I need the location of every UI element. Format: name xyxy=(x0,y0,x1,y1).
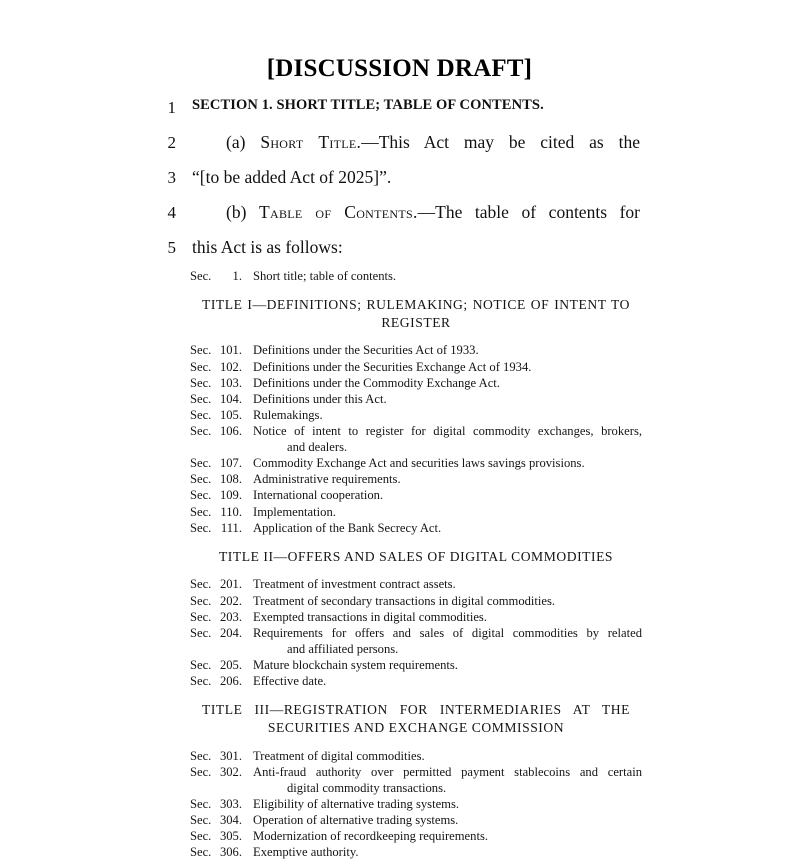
toc-entry[interactable] xyxy=(190,359,642,375)
toc-sec-prefix: Sec. xyxy=(190,269,212,283)
table-of-contents xyxy=(190,268,642,860)
toc-section-label: Mature blockchain system requirements. xyxy=(253,657,458,672)
line-number: 3 xyxy=(167,168,176,187)
toc-sec-prefix: Sec. xyxy=(190,359,212,374)
toc-sec-prefix: Sec. xyxy=(190,520,212,535)
toc-sec-prefix: Sec. xyxy=(190,593,212,608)
toc-section-label: Exemptive authority. xyxy=(253,845,359,860)
toc-sec-prefix: Sec. xyxy=(190,488,212,503)
toc-section-number: 111. xyxy=(220,520,242,535)
toc-entry[interactable] xyxy=(190,455,642,471)
toc-sec-prefix: Sec. xyxy=(190,456,212,471)
statutory-line xyxy=(0,133,799,168)
subsection-caption: Short Title. xyxy=(260,132,362,152)
toc-entry[interactable] xyxy=(190,487,642,503)
toc-section-number: 103. xyxy=(219,375,242,390)
toc-section-number: 104. xyxy=(219,391,242,406)
toc-title-heading-line2: SECURITIES AND EXCHANGE COMMISSION xyxy=(267,719,565,735)
toc-section-number: 101. xyxy=(219,343,242,358)
toc-entry[interactable] xyxy=(190,828,642,844)
toc-title-heading xyxy=(190,296,642,331)
toc-entry[interactable] xyxy=(190,593,642,609)
statutory-text xyxy=(192,238,640,256)
line-number: 4 xyxy=(167,203,176,222)
toc-sec-prefix: Sec. xyxy=(190,812,212,827)
toc-section-label: Definitions under the Commodity Exchange Act. xyxy=(253,375,500,390)
toc-section-label: Application of the Bank Secrecy Act. xyxy=(253,520,442,535)
toc-section-number: 301. xyxy=(219,748,242,763)
section-heading: SECTION 1. SHORT TITLE; TABLE OF CONTENTS. xyxy=(192,97,544,113)
toc-section-label: Eligibility of alternative trading systems. xyxy=(253,796,460,811)
toc-title-heading-line1: TITLE III—REGISTRATION FOR INTERMEDIARIES AT THE xyxy=(202,702,630,718)
toc-section-number: 203. xyxy=(219,609,242,624)
toc-entry[interactable] xyxy=(190,673,642,689)
toc-section-number: 206. xyxy=(219,674,242,689)
toc-entry[interactable] xyxy=(190,504,642,520)
toc-section-label: Implementation. xyxy=(253,504,336,519)
statutory-body-text: “[to be added Act of 2025]”. xyxy=(192,167,392,187)
toc-sec-prefix: Sec. xyxy=(190,424,212,438)
statutory-line xyxy=(0,168,799,203)
toc-section-number: 304. xyxy=(219,812,242,827)
toc-sec-prefix: Sec. xyxy=(190,625,212,640)
toc-entry[interactable] xyxy=(190,375,642,391)
toc-section-label: Short title; table of contents. xyxy=(253,269,397,283)
toc-sec-prefix: Sec. xyxy=(190,609,212,624)
toc-label-line: Requirements for offers and sales of digital commodities by related xyxy=(253,625,642,640)
toc-section-label: Definitions under the Securities Act of 1933. xyxy=(253,343,479,358)
statutory-line xyxy=(0,203,799,238)
toc-sec-prefix: Sec. xyxy=(190,764,212,779)
statutory-body-text: —This Act may be cited as the xyxy=(361,132,640,152)
toc-section-label: Effective date. xyxy=(253,674,327,689)
subsection-marker: (b) xyxy=(226,202,259,222)
toc-entry[interactable] xyxy=(190,812,642,828)
toc-title-heading-line2: REGISTER xyxy=(381,314,451,330)
toc-sec-prefix: Sec. xyxy=(190,829,212,844)
toc-section-number: 102. xyxy=(219,359,242,374)
toc-label-continuation: digital commodity transactions. xyxy=(287,780,447,795)
toc-section-label: Treatment of secondary transactions in digital commodities. xyxy=(253,593,556,608)
toc-entry[interactable] xyxy=(190,796,642,812)
toc-section-number: 105. xyxy=(219,407,242,422)
toc-sec-prefix: Sec. xyxy=(190,845,212,860)
statutory-body-text: —The table of contents for xyxy=(417,202,640,222)
toc-section-number: 1. xyxy=(232,269,242,283)
toc-section-number: 201. xyxy=(219,577,242,592)
toc-sec-prefix: Sec. xyxy=(190,504,212,519)
toc-sec-prefix: Sec. xyxy=(190,472,212,487)
toc-section-label: Treatment of investment contract assets. xyxy=(253,577,456,592)
toc-entry[interactable] xyxy=(190,576,642,592)
toc-label-continuation: and affiliated persons. xyxy=(287,641,399,656)
toc-sec-prefix: Sec. xyxy=(190,375,212,390)
statutory-text xyxy=(192,168,640,186)
toc-label-line: Anti-fraud authority over permitted payment stablecoins and certain xyxy=(253,764,642,779)
toc-title-heading xyxy=(190,548,642,566)
toc-entry[interactable] xyxy=(190,471,642,487)
toc-section-number: 110. xyxy=(220,504,242,519)
toc-section-label xyxy=(244,625,642,657)
toc-section-number: 303. xyxy=(219,796,242,811)
toc-section-label: Modernization of recordkeeping requirements. xyxy=(253,829,488,844)
statutory-text xyxy=(192,203,640,221)
toc-section-number: 106. xyxy=(219,424,242,438)
toc-sec-prefix: Sec. xyxy=(190,343,212,358)
toc-label-line: Notice of intent to register for digital commodity exchanges, brokers, xyxy=(253,424,642,438)
toc-sec-prefix: Sec. xyxy=(190,391,212,406)
subsection-caption: Table of Contents. xyxy=(259,202,418,222)
toc-section-label: International cooperation. xyxy=(253,488,384,503)
statutory-body-text: this Act is as follows: xyxy=(192,237,343,257)
toc-section-number: 109. xyxy=(219,488,242,503)
toc-entry[interactable] xyxy=(190,520,642,536)
toc-entry[interactable] xyxy=(190,657,642,673)
line-number: 1 xyxy=(167,98,176,117)
toc-sec-prefix: Sec. xyxy=(190,674,212,689)
toc-title-heading xyxy=(190,701,642,736)
toc-section-label xyxy=(244,423,642,455)
toc-entry[interactable] xyxy=(190,407,642,423)
toc-title-heading-line1: TITLE I—DEFINITIONS; RULEMAKING; NOTICE OF INTENT TO xyxy=(202,297,630,313)
toc-section-label: Definitions under this Act. xyxy=(253,391,387,406)
toc-section-number: 204. xyxy=(219,625,242,640)
toc-section-label: Treatment of digital commodities. xyxy=(253,748,425,763)
toc-entry[interactable] xyxy=(190,268,642,284)
toc-section-label: Exempted transactions in digital commodities. xyxy=(253,609,487,624)
toc-section-label: Definitions under the Securities Exchange Act of 1934. xyxy=(253,359,532,374)
toc-section-number: 205. xyxy=(219,657,242,672)
line-number: 2 xyxy=(167,133,176,152)
toc-section-number: 108. xyxy=(219,472,242,487)
line-number: 5 xyxy=(167,238,176,257)
toc-section-number: 306. xyxy=(219,845,242,860)
toc-section-number: 305. xyxy=(219,829,242,844)
toc-entry[interactable] xyxy=(190,748,642,764)
toc-section-label: Administrative requirements. xyxy=(253,472,401,487)
discussion-draft-banner: [DISCUSSION DRAFT] xyxy=(266,55,533,82)
toc-sec-prefix: Sec. xyxy=(190,748,212,763)
toc-sec-prefix: Sec. xyxy=(190,577,212,592)
toc-entry[interactable] xyxy=(190,764,642,796)
toc-section-label: Rulemakings. xyxy=(253,407,323,422)
statutory-text xyxy=(192,133,640,151)
toc-section-label xyxy=(244,764,642,796)
toc-entry[interactable] xyxy=(190,625,642,657)
toc-section-label: Commodity Exchange Act and securities laws savings provisions. xyxy=(253,456,585,471)
toc-label-continuation: and dealers. xyxy=(287,440,348,455)
toc-title-heading-line1: TITLE II—OFFERS AND SALES OF DIGITAL COMMODITIES xyxy=(218,548,614,564)
toc-entry[interactable] xyxy=(190,391,642,407)
subsection-marker: (a) xyxy=(226,132,261,152)
toc-entry[interactable] xyxy=(190,423,642,455)
toc-section-number: 302. xyxy=(219,764,242,779)
toc-entry[interactable] xyxy=(190,342,642,358)
toc-section-number: 107. xyxy=(219,456,242,471)
toc-sec-prefix: Sec. xyxy=(190,657,212,672)
toc-section-label: Operation of alternative trading systems. xyxy=(253,812,459,827)
toc-section-number: 202. xyxy=(219,593,242,608)
toc-sec-prefix: Sec. xyxy=(190,407,212,422)
statutory-line xyxy=(0,98,799,133)
toc-entry[interactable] xyxy=(190,609,642,625)
toc-sec-prefix: Sec. xyxy=(190,796,212,811)
